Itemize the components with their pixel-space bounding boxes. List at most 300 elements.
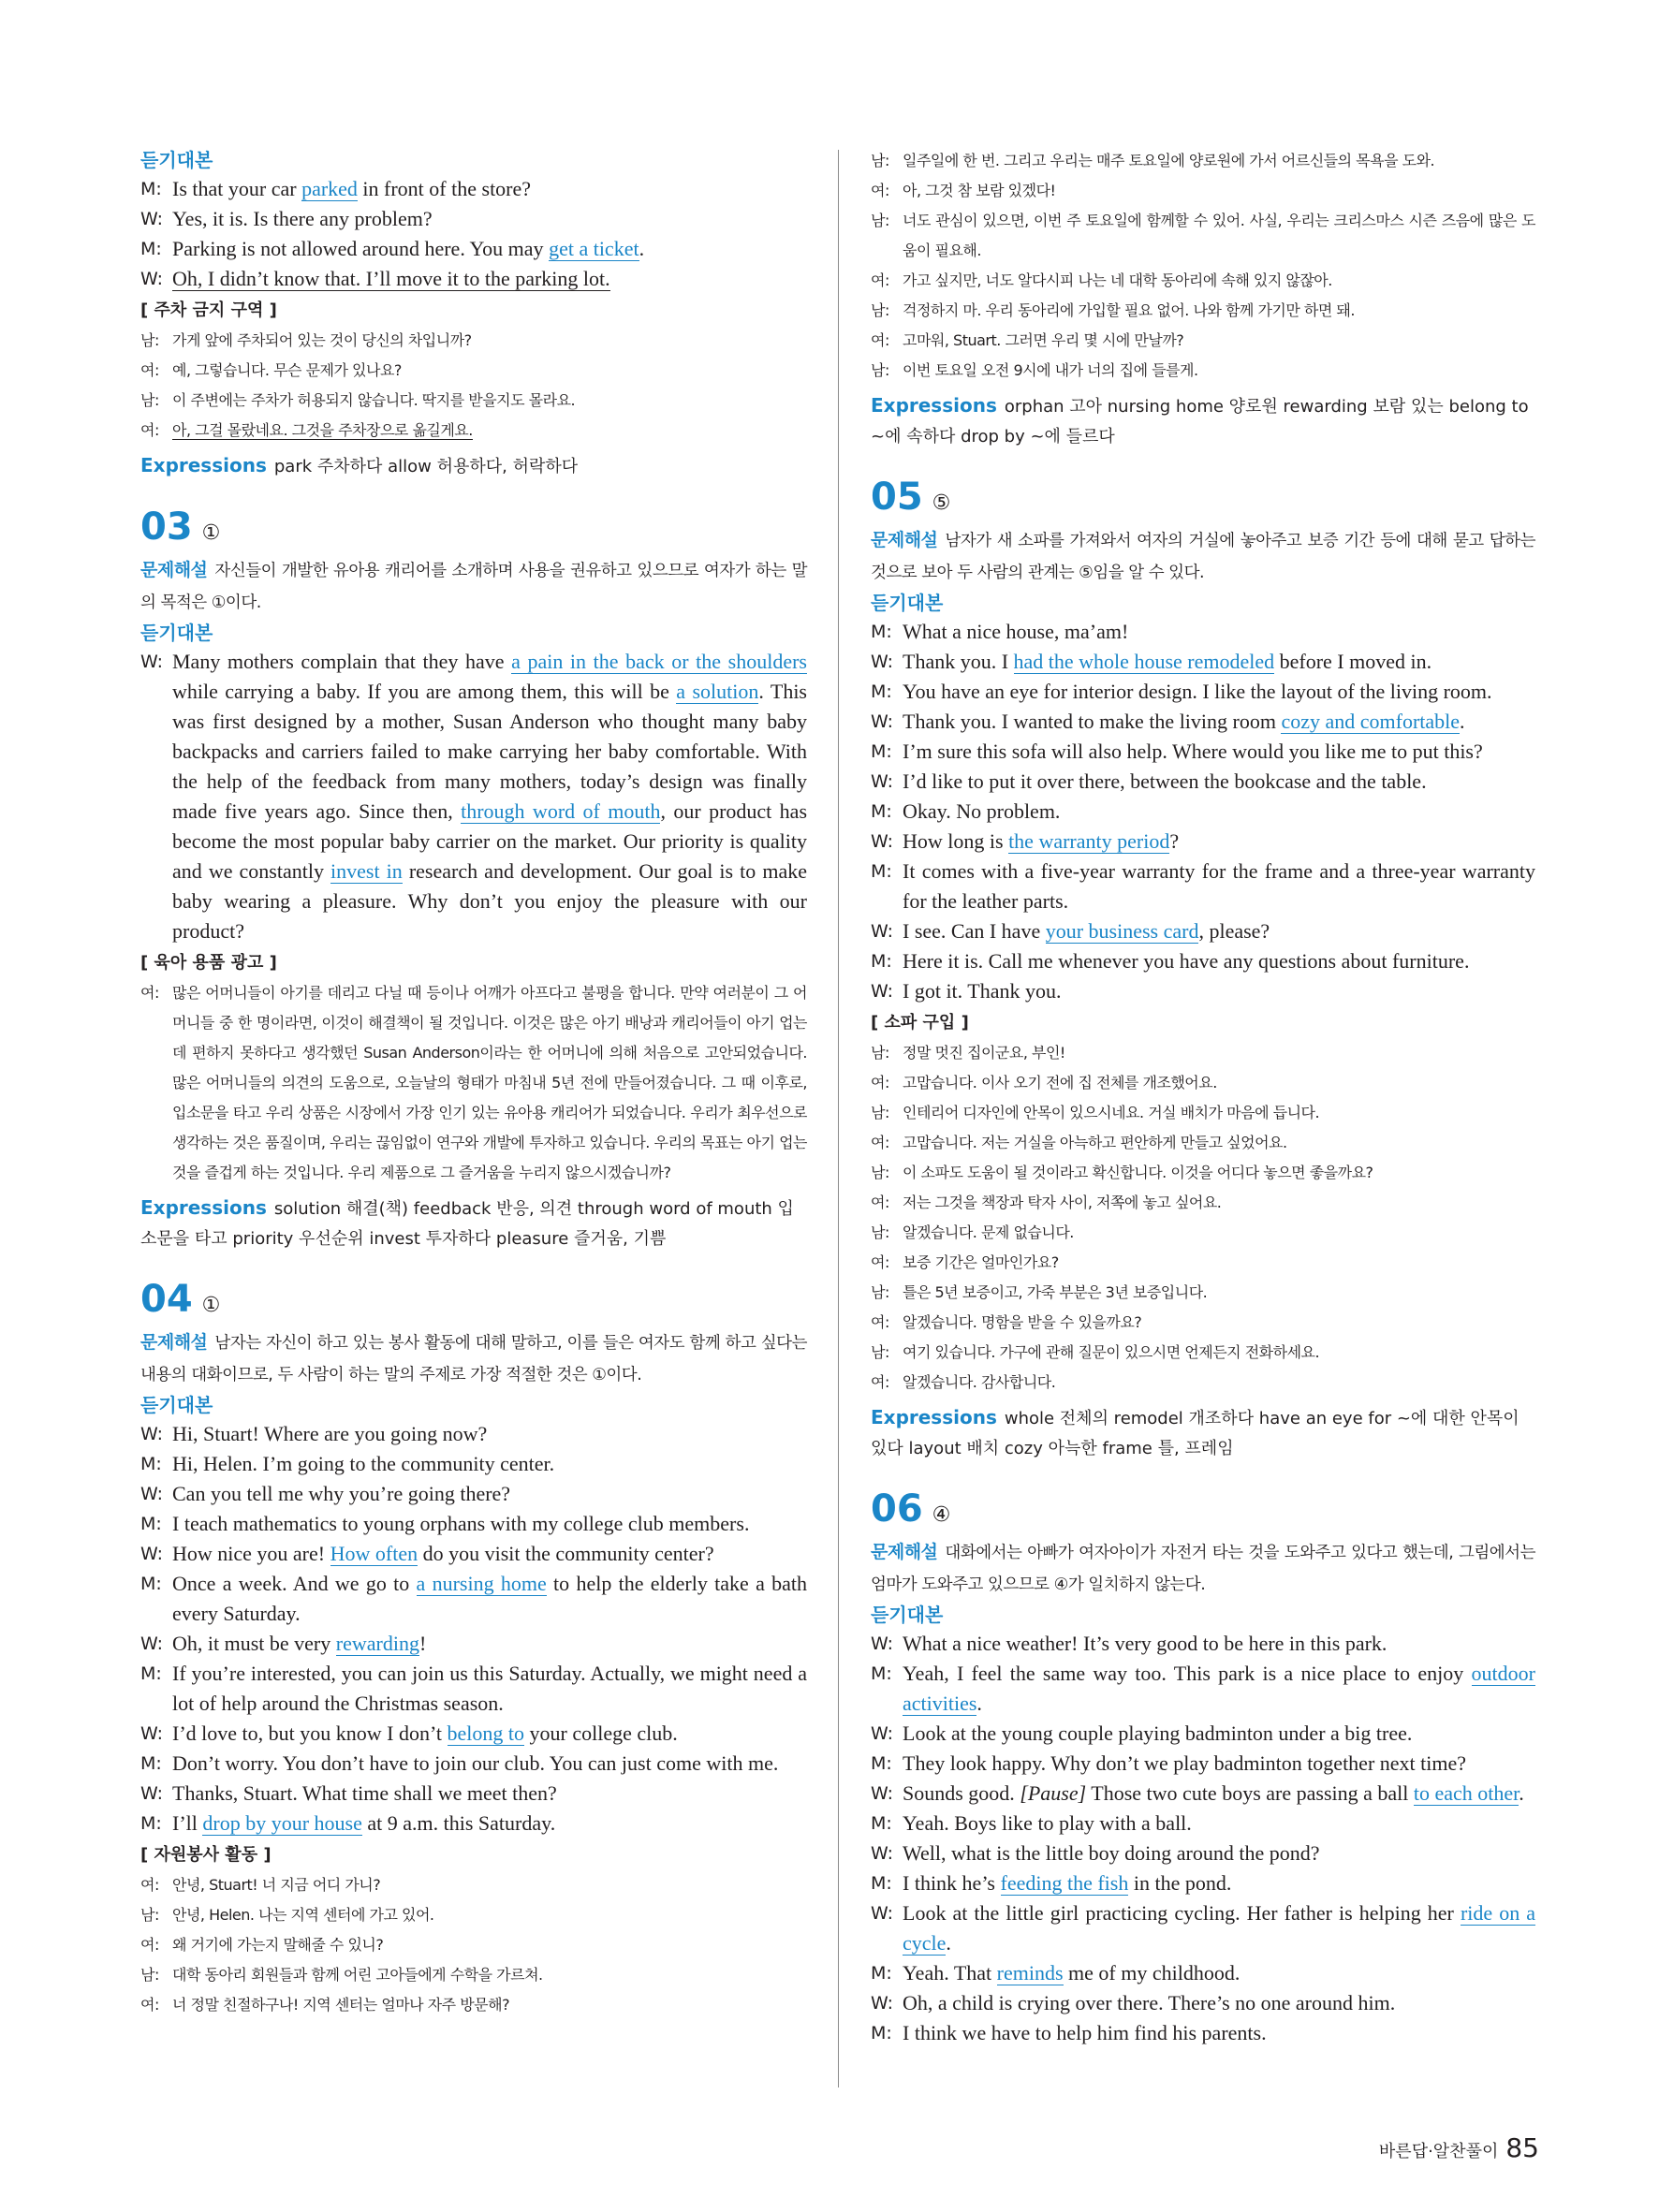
speaker-label: M: xyxy=(140,1454,162,1474)
translation-text xyxy=(903,1278,1535,1308)
speaker-label: W: xyxy=(871,771,894,792)
dialog-line xyxy=(871,1779,1535,1809)
text-segment: I’d love to, but you know I don’t xyxy=(172,1721,448,1745)
dialog-text xyxy=(172,1719,807,1749)
text-segment: 아, 그것 참 보람 있겠다! xyxy=(903,182,1056,199)
dialog-text xyxy=(903,737,1535,767)
dialog-text xyxy=(172,1779,807,1809)
text-segment: 보증 기간은 얼마인가요? xyxy=(903,1253,1059,1271)
blank-answer: reminds xyxy=(996,1961,1064,1985)
text-segment: Well, what is the little boy doing around the pond? xyxy=(903,1841,1320,1865)
translation-text xyxy=(172,416,807,446)
dialog-line xyxy=(871,1958,1535,1988)
speaker-label: 남: xyxy=(140,391,159,409)
speaker-label: M: xyxy=(871,2023,892,2044)
blank-answer: a solution xyxy=(676,680,759,703)
translation-text xyxy=(903,1038,1535,1068)
speaker-label: 남: xyxy=(871,152,889,169)
text-segment: Once a week. And we go to xyxy=(172,1572,417,1595)
dialog-line xyxy=(871,1749,1535,1779)
speaker-label: 여: xyxy=(871,1313,889,1331)
text-segment: in front of the store? xyxy=(357,177,532,200)
text-segment: How long is xyxy=(903,829,1009,853)
q03-number: 03 xyxy=(140,505,193,549)
translation-line xyxy=(871,1338,1535,1368)
speaker-label: M: xyxy=(871,681,892,702)
translation-text xyxy=(903,1128,1535,1158)
script-label: 듣기대본 xyxy=(140,149,213,171)
q05-answer: ⑤ xyxy=(932,491,951,515)
q04-explanation xyxy=(140,1327,807,1391)
speaker-label: 남: xyxy=(871,1104,889,1121)
translation-text xyxy=(172,326,807,356)
speaker-label: 여: xyxy=(871,1134,889,1151)
text-segment: 이 주변에는 주차가 허용되지 않습니다. 딱지를 받을지도 몰라요. xyxy=(172,391,576,409)
text-segment: 고마워, Stuart. 그러면 우리 몇 시에 만날까? xyxy=(903,331,1184,349)
translation-line xyxy=(871,1218,1535,1248)
text-segment: It comes with a five-year warranty for the frame and a three-year warranty for the leather parts. xyxy=(903,859,1535,913)
speaker-label: 남: xyxy=(871,301,889,319)
translation-text xyxy=(172,356,807,386)
dialog-text xyxy=(903,707,1535,737)
q05-expressions xyxy=(871,1403,1535,1464)
dialog-text xyxy=(903,1749,1535,1779)
q03-explanation-text: 자신들이 개발한 유아용 캐리어를 소개하며 사용을 권유하고 있으므로 여자가 하는 말의 목적은 ①이다. xyxy=(140,562,807,612)
dialog-text xyxy=(903,1898,1535,1958)
speaker-label: M: xyxy=(140,1514,162,1534)
text-segment: Thank you. I xyxy=(903,650,1014,673)
text-segment: 예, 그렇습니다. 무슨 문제가 있나요? xyxy=(172,361,402,379)
speaker-label: M: xyxy=(140,239,162,259)
q02-expressions xyxy=(140,451,807,482)
text-segment: , our product has become the most popular baby carrier on the market. Our priority is quality and we constantly xyxy=(172,799,808,883)
speaker-label: W: xyxy=(871,711,894,732)
translation-line xyxy=(871,1368,1535,1398)
dialog-line xyxy=(140,174,807,204)
translation-line xyxy=(140,1930,807,1960)
dialog-text xyxy=(172,1539,807,1569)
text-segment: your college club. xyxy=(524,1721,678,1745)
speaker-label: 여: xyxy=(140,1996,159,2014)
speaker-label: 남: xyxy=(871,212,889,229)
translation-text xyxy=(903,206,1535,266)
translation-text xyxy=(903,1098,1535,1128)
dialog-line xyxy=(871,1868,1535,1898)
translation-text xyxy=(903,1188,1535,1218)
dialog-text xyxy=(903,1809,1535,1838)
text-segment: I think we have to help him find his parents. xyxy=(903,2021,1267,2044)
speaker-label: 남: xyxy=(140,1966,159,1984)
q04-korean-title: [ 자원봉사 활동 ] xyxy=(140,1845,272,1865)
script-label: 듣기대본 xyxy=(140,1394,213,1416)
q03-expressions-text: solution 해결(책) feedback 반응, 의견 through word of mouth 입소문을 타고 priority 우선순위 invest 투자하다 pleasure 즐거움, 기쁨 xyxy=(140,1199,794,1249)
dialog-line xyxy=(140,1629,807,1659)
translation-text xyxy=(903,356,1535,386)
q06-header xyxy=(871,1488,1535,1537)
right-column xyxy=(871,146,1535,2048)
dialog-line xyxy=(871,946,1535,976)
text-segment: Those two cute boys are passing a ball xyxy=(1086,1781,1414,1805)
speaker-label: 여: xyxy=(140,1876,159,1894)
text-segment: Look at the little girl practicing cycling. Her father is helping her xyxy=(903,1901,1461,1925)
dialog-line xyxy=(871,707,1535,737)
translation-text xyxy=(903,326,1535,356)
dialog-text xyxy=(172,1449,807,1479)
speaker-label: 남: xyxy=(871,361,889,379)
translation-text xyxy=(903,1158,1535,1188)
translation-line xyxy=(871,206,1535,266)
script-label: 듣기대본 xyxy=(140,622,213,644)
text-segment: Thank you. I wanted to make the living room xyxy=(903,710,1282,733)
q05-number: 05 xyxy=(871,476,923,519)
dialog-line xyxy=(140,1449,807,1479)
text-segment: Okay. No problem. xyxy=(903,799,1061,823)
translation-text xyxy=(172,386,807,416)
script-label: 듣기대본 xyxy=(871,1604,944,1626)
speaker-label: 여: xyxy=(871,182,889,199)
text-segment: 여기 있습니다. 가구에 관해 질문이 있으시면 언제든지 전화하세요. xyxy=(903,1343,1320,1361)
translation-line xyxy=(871,296,1535,326)
text-segment: Don’t worry. You don’t have to join our club. You can just come with me. xyxy=(172,1751,779,1775)
speaker-label: 여: xyxy=(871,271,889,289)
speaker-label: W: xyxy=(871,921,894,942)
page-number: 85 xyxy=(1505,2132,1539,2163)
dialog-line xyxy=(871,1988,1535,2018)
text-segment: I got it. Thank you. xyxy=(903,979,1062,1003)
q05-korean-title: [ 소파 구입 ] xyxy=(871,1013,969,1033)
speaker-label: 여: xyxy=(871,1373,889,1391)
speaker-label: W: xyxy=(871,1723,894,1744)
q06-number: 06 xyxy=(871,1487,923,1531)
dialog-text xyxy=(903,1838,1535,1868)
dialog-text xyxy=(903,1779,1535,1809)
text-segment: 저는 그것을 책장과 탁자 사이, 저쪽에 놓고 싶어요. xyxy=(903,1194,1222,1211)
translation-line xyxy=(871,1128,1535,1158)
dialog-line xyxy=(140,1479,807,1509)
dialog-line xyxy=(140,1749,807,1779)
text-segment: Yeah. That xyxy=(903,1961,997,1985)
text-segment: before I moved in. xyxy=(1274,650,1432,673)
speaker-label: M: xyxy=(871,1873,892,1894)
dialog-line xyxy=(871,916,1535,946)
q05-dialog xyxy=(871,617,1535,1006)
q05-explanation xyxy=(871,525,1535,589)
speaker-label: M: xyxy=(871,801,892,822)
q05-explanation-text: 남자가 새 소파를 가져와서 여자의 거실에 놓아주고 보증 기간 등에 대해 묻고 답하는 것으로 보아 두 사람의 관계는 ⑤임을 알 수 있다. xyxy=(871,532,1535,582)
q04-dialog xyxy=(140,1419,807,1838)
speaker-label: 남: xyxy=(140,331,159,349)
speaker-label: 남: xyxy=(871,1343,889,1361)
dialog-line xyxy=(871,617,1535,647)
translation-line xyxy=(871,1098,1535,1128)
text-segment: 너 정말 친절하구나! 지역 센터는 얼마나 자주 방문해? xyxy=(172,1996,510,2014)
speaker-label: W: xyxy=(140,1633,164,1654)
underlined-text: Oh, I didn’t know that. I’ll move it to the parking lot. xyxy=(172,267,610,290)
q04-expressions xyxy=(871,391,1535,452)
dialog-text xyxy=(903,1659,1535,1719)
translation-line xyxy=(871,1038,1535,1068)
translation-line xyxy=(871,1158,1535,1188)
dialog-text xyxy=(172,1479,807,1509)
translation-line xyxy=(140,1870,807,1900)
dialog-line xyxy=(140,1569,807,1629)
dialog-line xyxy=(871,976,1535,1006)
dialog-line xyxy=(871,737,1535,767)
q04-korean-translation-part1 xyxy=(140,1870,807,2020)
dialog-text xyxy=(172,234,807,264)
text-segment: ? xyxy=(1169,829,1180,853)
explain-label: 문제해설 xyxy=(140,1332,208,1353)
text-segment: I’m sure this sofa will also help. Where would you like me to put this? xyxy=(903,740,1483,763)
blank-answer: through word of mouth xyxy=(461,799,661,823)
dialog-text xyxy=(172,1659,807,1719)
speaker-label: W: xyxy=(140,1723,164,1744)
q03-dialog xyxy=(140,647,807,946)
translation-text xyxy=(903,266,1535,296)
text-segment: at 9 a.m. this Saturday. xyxy=(361,1811,556,1835)
text-segment: . xyxy=(1519,1781,1524,1805)
blank-answer: belong to xyxy=(447,1721,525,1745)
text-segment: 이번 토요일 오전 9시에 내가 너의 집에 들를게. xyxy=(903,361,1198,379)
text-segment: [Pause] xyxy=(1020,1781,1087,1805)
q05-header xyxy=(871,476,1535,525)
text-segment: 많은 어머니들이 아기를 데리고 다닐 때 등이나 어깨가 아프다고 불평을 합니다. 만약 여러분이 그 어머니들 중 한 명이라면, 이것이 해결책이 될 것입니다. 이것은 많은 아기 배낭과 캐리어들이 아기 업는 데 편하지 못하다고 생각했던 Susan Anderson이라는 한 어머니에 의해 처음으로 고안되었습니다. 많은 어머니들의 의견의 도움으로, 오늘날의 형태가 마침내 5년 전에 만들어졌습니다. 그 때 이후로, 입소문을 타고 우리 상품은 시장에서 가장 인기 있는 유아용 캐리어가 되었습니다. 우리가 최우선으로 생각하는 것은 품질이며, 우리는 끊임없이 연구와 개발에 투자하고 있습니다. 우리의 목표는 아기 업는 것을 즐겁게 하는 것입니다. 우리 제품으로 그 즐거움을 누리지 않으시겠습니까? xyxy=(172,984,807,1181)
dialog-text xyxy=(903,2018,1535,2048)
dialog-text xyxy=(172,1509,807,1539)
dialog-line xyxy=(871,767,1535,797)
q03-explanation xyxy=(140,555,807,619)
speaker-label: 남: xyxy=(140,1906,159,1924)
script-label: 듣기대본 xyxy=(871,592,944,614)
dialog-line xyxy=(871,1719,1535,1749)
speaker-label: W: xyxy=(140,269,164,289)
speaker-label: W: xyxy=(140,1544,164,1564)
speaker-label: W: xyxy=(871,1633,894,1654)
text-segment: Look at the young couple playing badminton under a big tree. xyxy=(903,1721,1413,1745)
blank-answer: drop by your house xyxy=(202,1811,362,1835)
translation-line xyxy=(140,1990,807,2020)
translation-line xyxy=(871,1068,1535,1098)
dialog-text xyxy=(172,1419,807,1449)
speaker-label: 여: xyxy=(140,1936,159,1954)
speaker-label: M: xyxy=(871,741,892,762)
explain-label: 문제해설 xyxy=(871,530,938,550)
speaker-label: W: xyxy=(871,981,894,1002)
speaker-label: 남: xyxy=(871,1223,889,1241)
translation-text xyxy=(903,1248,1535,1278)
blank-answer: your business card xyxy=(1045,919,1199,943)
text-segment: 알겠습니다. 감사합니다. xyxy=(903,1373,1056,1391)
text-segment: They look happy. Why don’t we play badminton together next time? xyxy=(903,1751,1467,1775)
text-segment: Yeah. Boys like to play with a ball. xyxy=(903,1811,1192,1835)
text-segment: 대학 동아리 회원들과 함께 어린 고아들에게 수학을 가르쳐. xyxy=(172,1966,543,1984)
text-segment: in the pond. xyxy=(1128,1871,1232,1895)
translation-line xyxy=(140,326,807,356)
q04-expressions-text: orphan 고아 nursing home 양로원 rewarding 보람 있는 belong to ~에 속하다 drop by ~에 들르다 xyxy=(871,397,1529,447)
translation-line xyxy=(140,1960,807,1990)
speaker-label: 여: xyxy=(871,331,889,349)
q04-answer: ① xyxy=(201,1294,221,1317)
dialog-text xyxy=(903,1629,1535,1659)
translation-text xyxy=(172,1930,807,1960)
expressions-label: Expressions xyxy=(871,1406,997,1428)
dialog-line xyxy=(140,234,807,264)
q02-korean-title: [ 주차 금지 구역 ] xyxy=(140,300,277,320)
text-segment: If you’re interested, you can join us this Saturday. Actually, we might need a lot of help around the Christmas season. xyxy=(172,1662,807,1715)
footer-title: 바른답·알찬풀이 xyxy=(1378,2142,1499,2161)
text-segment: Sounds good. xyxy=(903,1781,1020,1805)
q02-korean-translation xyxy=(140,326,807,446)
q04-explanation-text: 남자는 자신이 하고 있는 봉사 활동에 대해 말하고, 이를 들은 여자도 함께 하고 싶다는 내용의 대화이므로, 두 사람이 하는 말의 주제로 가장 적절한 것은 ①이다. xyxy=(140,1334,807,1384)
blank-answer: a nursing home xyxy=(416,1572,547,1595)
translation-line xyxy=(871,356,1535,386)
text-segment: 안녕, Stuart! 너 지금 어디 가니? xyxy=(172,1876,381,1894)
dialog-line xyxy=(871,1838,1535,1868)
text-segment: 고맙습니다. 저는 거실을 아늑하고 편안하게 만들고 싶었어요. xyxy=(903,1134,1287,1151)
translation-line xyxy=(140,356,807,386)
text-segment: I’ll xyxy=(172,1811,203,1835)
dialog-line xyxy=(871,797,1535,827)
q03-answer: ① xyxy=(201,521,221,545)
q05-korean-translation xyxy=(871,1038,1535,1398)
q06-dialog xyxy=(871,1629,1535,2048)
translation-line xyxy=(871,146,1535,176)
translation-text xyxy=(903,296,1535,326)
text-segment: What a nice house, ma’am! xyxy=(903,620,1129,643)
q02-expressions-text: park 주차하다 allow 허용하다, 허락하다 xyxy=(273,457,579,476)
translation-text xyxy=(172,1870,807,1900)
text-segment: You have an eye for interior design. I like the layout of the living room. xyxy=(903,680,1492,703)
translation-line xyxy=(140,978,807,1188)
speaker-label: 남: xyxy=(871,1283,889,1301)
text-segment: Thanks, Stuart. What time shall we meet then? xyxy=(172,1781,557,1805)
dialog-line xyxy=(140,1419,807,1449)
text-segment: 일주일에 한 번. 그리고 우리는 매주 토요일에 양로원에 가서 어르신들의 목욕을 도와. xyxy=(903,152,1435,169)
text-segment: 안녕, Helen. 나는 지역 센터에 가고 있어. xyxy=(172,1906,434,1924)
speaker-label: M: xyxy=(871,861,892,882)
speaker-label: 여: xyxy=(140,984,159,1002)
text-segment: 이 소파도 도움이 될 것이라고 확신합니다. 이것을 어디다 놓으면 좋을까요? xyxy=(903,1164,1373,1181)
text-segment: 너도 관심이 있으면, 이번 주 토요일에 함께할 수 있어. 사실, 우리는 크리스마스 시즌 즈음에 많은 도움이 필요해. xyxy=(903,212,1535,259)
blank-answer: ride on a cycle xyxy=(903,1901,1536,1955)
translation-text xyxy=(903,146,1535,176)
speaker-label: M: xyxy=(871,951,892,972)
dialog-line xyxy=(871,827,1535,857)
text-segment: 왜 거기에 가는지 말해줄 수 있니? xyxy=(172,1936,384,1954)
dialog-text xyxy=(172,174,807,204)
translation-line xyxy=(871,176,1535,206)
dialog-text xyxy=(903,767,1535,797)
dialog-text xyxy=(903,946,1535,976)
text-segment: . xyxy=(639,237,645,260)
text-segment: Oh, a child is crying over there. There’s no one around him. xyxy=(903,1991,1396,2014)
dialog-line xyxy=(140,1659,807,1719)
blank-answer: the warranty period xyxy=(1008,829,1170,853)
dialog-text xyxy=(172,1749,807,1779)
q06-explanation xyxy=(871,1537,1535,1601)
translation-line xyxy=(140,386,807,416)
speaker-label: W: xyxy=(871,652,894,672)
q04-korean-translation-part2 xyxy=(871,146,1535,386)
dialog-text xyxy=(903,1958,1535,1988)
text-segment: . xyxy=(946,1931,951,1955)
dialog-line xyxy=(140,204,807,234)
translation-line xyxy=(871,1188,1535,1218)
underlined-text: 아, 그걸 몰랐네요. 그것을 주차장으로 옮길게요. xyxy=(172,421,473,439)
translation-text xyxy=(903,1068,1535,1098)
q06-answer: ④ xyxy=(932,1503,951,1527)
q02-dialog xyxy=(140,174,807,294)
column-divider xyxy=(838,150,839,2087)
text-segment: Is that your car xyxy=(172,177,302,200)
dialog-text xyxy=(172,204,807,234)
dialog-line xyxy=(140,647,807,946)
text-segment: 걱정하지 마. 우리 동아리에 가입할 필요 없어. 나와 함께 가기만 하면 돼. xyxy=(903,301,1355,319)
translation-text xyxy=(172,1900,807,1930)
q03-korean-title: [ 육아 용품 광고 ] xyxy=(140,953,277,973)
blank-answer: invest in xyxy=(330,859,403,883)
blank-answer: get a ticket xyxy=(549,237,639,260)
translation-text xyxy=(903,1338,1535,1368)
dialog-line xyxy=(871,1629,1535,1659)
dialog-text xyxy=(172,264,807,294)
text-segment: ! xyxy=(418,1632,427,1655)
speaker-label: M: xyxy=(871,1963,892,1984)
speaker-label: 여: xyxy=(871,1074,889,1091)
text-segment: I’d like to put it over there, between the bookcase and the table. xyxy=(903,769,1427,793)
speaker-label: M: xyxy=(871,1663,892,1684)
dialog-line xyxy=(140,1719,807,1749)
text-segment: do you visit the community center? xyxy=(418,1542,714,1565)
translation-text xyxy=(903,1368,1535,1398)
text-segment: Yeah, I feel the same way too. This park is a nice place to enjoy xyxy=(903,1662,1472,1685)
speaker-label: W: xyxy=(140,209,164,229)
speaker-label: M: xyxy=(140,179,162,199)
text-segment: to help the elderly take a bath every Saturday. xyxy=(172,1572,807,1625)
dialog-line xyxy=(140,264,807,294)
speaker-label: W: xyxy=(140,652,164,672)
translation-line xyxy=(140,416,807,446)
text-segment: . xyxy=(976,1692,982,1715)
text-segment: What a nice weather! It’s very good to be here in this park. xyxy=(903,1632,1387,1655)
text-segment: 정말 멋진 집이군요, 부인! xyxy=(903,1044,1065,1062)
dialog-line xyxy=(140,1509,807,1539)
blank-answer: parked xyxy=(301,177,358,200)
translation-line xyxy=(871,266,1535,296)
text-segment: . This was first designed by a mother, Susan Anderson who thought many baby backpacks and carriers failed to make carrying her baby comfortable. With the help of the feedback from many mothers, today’s design was finally made five years ago. Since then, xyxy=(172,680,807,823)
dialog-text xyxy=(172,647,807,946)
speaker-label: W: xyxy=(871,831,894,852)
dialog-text xyxy=(903,827,1535,857)
blank-answer: rewarding xyxy=(335,1632,419,1655)
speaker-label: M: xyxy=(140,1663,162,1684)
blank-answer: cozy and comfortable xyxy=(1281,710,1461,733)
text-segment: , please? xyxy=(1198,919,1270,943)
dialog-text xyxy=(903,677,1535,707)
speaker-label: W: xyxy=(140,1484,164,1504)
q04-number: 04 xyxy=(140,1278,193,1321)
dialog-line xyxy=(140,1539,807,1569)
dialog-text xyxy=(903,647,1535,677)
translation-text xyxy=(903,1218,1535,1248)
translation-text xyxy=(903,1308,1535,1338)
blank-answer: a pain in the back or the shoulders xyxy=(511,650,807,673)
blank-answer: to each other xyxy=(1413,1781,1520,1805)
text-segment: I teach mathematics to young orphans with my college club members. xyxy=(172,1512,750,1535)
text-segment: while carrying a baby. If you are among them, this will be xyxy=(172,680,677,703)
text-segment: 고맙습니다. 이사 오기 전에 집 전체를 개조했어요. xyxy=(903,1074,1217,1091)
speaker-label: 여: xyxy=(140,421,159,439)
